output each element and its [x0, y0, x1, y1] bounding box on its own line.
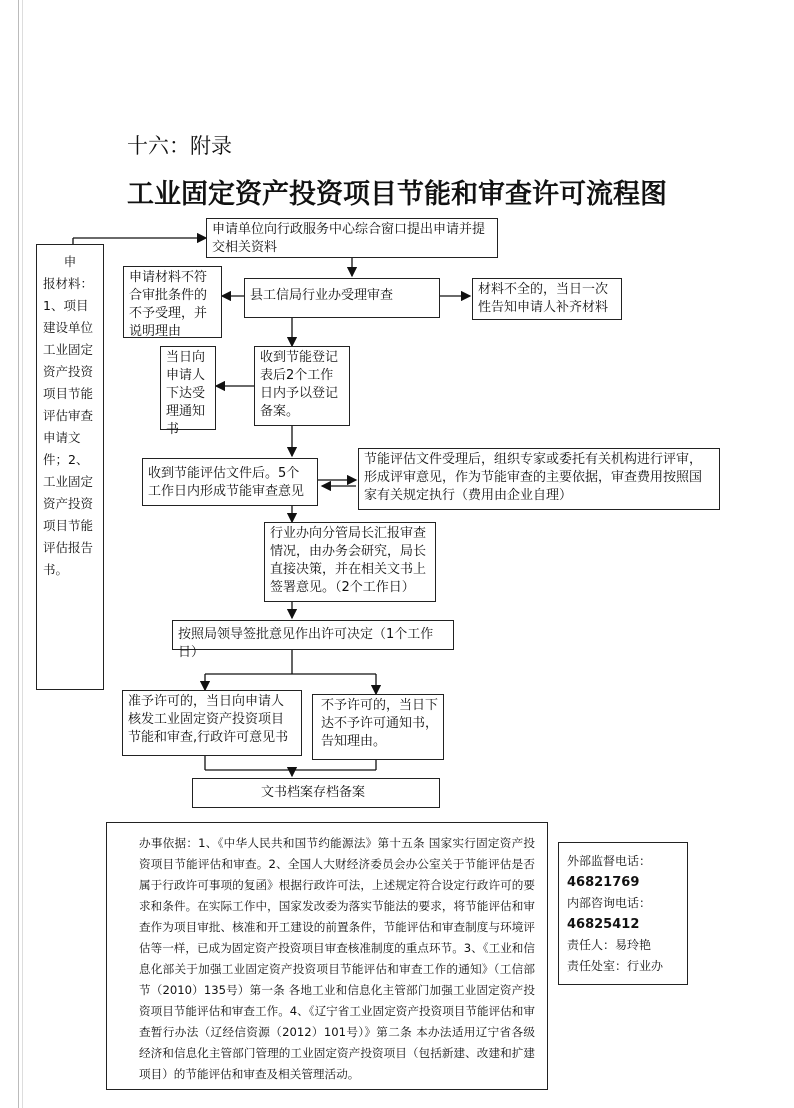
section-heading: 十六：附录 [127, 134, 232, 158]
external-phone: 46821769 [567, 875, 640, 890]
materials-head: 申 [63, 254, 77, 269]
notify-accept-text: 当日向申请人下达受理通知书 [166, 350, 206, 437]
deny-text: 不予许可的，当日下达不予许可通知书，告知理由。 [321, 698, 439, 749]
archive-text: 文书档案存档备案 [261, 785, 366, 800]
legal-basis-text: 办事依据：1、《中华人民共和国节约能源法》第十五条 国家实行固定资产投资项目节能评估和审查。2、全国人大财经济委员会办公室关于节能评估是否属于行政许可事项的复函》根据行政许可法，上述规定符合设定行政许可的要求和条件。在实际工作中，国家发改委为落实节能法的要求，将节能评估和审查作为项目审批、核准和开工建设的前置条件，节能评估和审查制度与环境评估等一样，已成为固定资产投资项目审查核准制度的重点环节。3、《工业和信息化部关于加强工业固定资产投资项目节能评估和审查工作的通知》（工信部节（2010）135号）第一条 各地工业和信息化主管部门加强工业固定资产投资项目节能评估和审查工作。4、《辽宁省工业固定资产投资项目节能评估和审查暂行办法（辽经信资源（2012）101号）》第二条 本办法适用辽宁省各级经济和信息化主管部门管理的工业固定资产投资项目（包括新建、改建和扩建项目）的节能评估和审查及相关管理活动。 [139, 836, 535, 1081]
step-accept-text: 县工信局行业办受理审查 [250, 288, 394, 303]
notify-accept-box [160, 346, 216, 437]
deny-box [312, 694, 444, 760]
expert-review-box [358, 448, 720, 510]
approve-box [122, 690, 302, 756]
step-register-text: 收到节能登记表后2个工作日内予以登记备案。 [260, 350, 339, 419]
supplement-box [472, 278, 622, 320]
materials-body: 报材料：1、项目建设单位工业固定资产投资项目节能评估审查申请文件；2、工业固定资产投资项目节能评估报告书。 [43, 276, 94, 577]
step-accept-box [244, 278, 440, 318]
step-decision-box [172, 620, 454, 660]
step-evaluate-text: 收到节能评估文件后。5个工作日内形成节能审查意见 [148, 466, 305, 499]
external-phone-label: 外部监督电话： [567, 854, 652, 868]
approve-text: 准予许可的，当日向申请人核发工业固定资产投资项目节能和审查,行政许可意见书 [128, 694, 289, 745]
step-report-text: 行业办向分管局长汇报审查情况，由办务会研究，局长直接决策，并在相关文书上签署意见。（2个工作日） [270, 526, 427, 595]
internal-phone-label: 内部咨询电话： [567, 896, 652, 910]
responsible-office: 责任处室：行业办 [567, 959, 664, 973]
expert-review-text: 节能评估文件受理后，组织专家或委托有关机构进行评审，形成评审意见，作为节能审查的主要依据，审查费用按照国家有关规定执行（费用由企业自理） [364, 452, 703, 503]
step-report-box [264, 522, 436, 602]
legal-basis-box [106, 822, 548, 1090]
page-title: 工业固定资产投资项目节能和审查许可流程图 [127, 179, 667, 210]
responsible-person: 责任人：易玲艳 [567, 938, 652, 952]
reject-condition-text: 申请材料不符合审批条件的不予受理，并说明理由 [129, 270, 208, 339]
materials-box [36, 244, 104, 690]
archive-box [192, 778, 440, 808]
contact-box [558, 842, 688, 985]
step-evaluate-box [142, 458, 318, 506]
supplement-text: 材料不全的，当日一次性告知申请人补齐材料 [478, 282, 609, 315]
step-register-box [254, 346, 350, 426]
step-decision-text: 按照局领导签批意见作出许可决定（1个工作日） [178, 627, 434, 660]
step-apply-text: 申请单位向行政服务中心综合窗口提出申请并提交相关资料 [212, 222, 486, 255]
internal-phone: 46825412 [567, 917, 640, 932]
reject-condition-box [123, 266, 222, 338]
step-apply-box [206, 218, 498, 258]
